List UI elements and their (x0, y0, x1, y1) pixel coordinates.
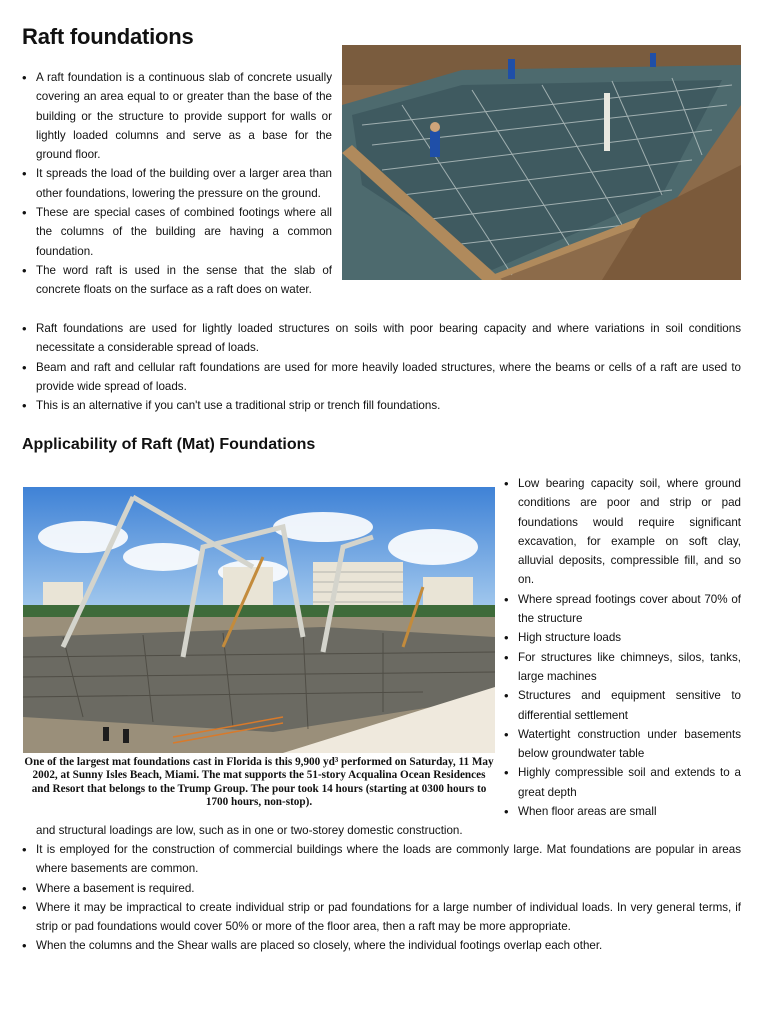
list-item: • Where a basement is required. (22, 879, 741, 898)
list-item: • Where it may be impractical to create individual strip or pad foundations for a large number of individual loads. In very general terms, if strip or pad foundations would cover 50% or more of the floor area, then a raft may be more appropriate. (22, 898, 741, 937)
list-item: • Structures and equipment sensitive to differential settlement (504, 686, 741, 725)
list-continuation: and structural loadings are low, such as in one or two-storey domestic construction. (36, 824, 463, 837)
list-item: • When the columns and the Shear walls are placed so closely, where the individual footings overlap each other. (22, 936, 741, 955)
list-item: • High structure loads (504, 628, 741, 647)
list-item: • These are special cases of combined footings where all the columns of the building are having a common foundation. (22, 203, 332, 261)
applicability-list (504, 474, 741, 821)
raft-usage-list (22, 319, 741, 415)
mat-foundation-photo (23, 487, 495, 753)
list-item: • The word raft is used in the sense that the slab of concrete floats on the surface as a raft does on water. (22, 261, 332, 300)
raft-intro-list (22, 68, 332, 300)
page-title: Raft foundations (22, 24, 194, 49)
raft-foundation-photo (342, 45, 741, 280)
list-item: • Raft foundations are used for lightly loaded structures on soils with poor bearing capacity and where variations in soil conditions necessitate a considerable spread of loads. (22, 319, 741, 358)
applicability-list-continued (22, 840, 741, 956)
list-item: • Highly compressible soil and extends to a great depth (504, 763, 741, 802)
list-item: • It spreads the load of the building over a larger area than other foundations, lowering the pressure on the ground. (22, 164, 332, 203)
photo-caption: One of the largest mat foundations cast in Florida is this 9,900 yd³ performed on Saturday, 11 May 2002, at Sunny Isles Beach, Miami. The mat supports the 51-story Acqualina Ocean Residences and Resort that belongs to the Trump Group. The pour took 14 hours (starting at 0300 hours to 1700 hours, non-stop). (24, 756, 494, 809)
section-heading: Applicability of Raft (Mat) Foundations (22, 436, 316, 453)
list-item: • A raft foundation is a continuous slab of concrete usually covering an area equal to or greater than the base of the building or the structure to provide support for walls or lightly loaded columns and serve as a base for the ground floor. (22, 68, 332, 164)
list-item: • For structures like chimneys, silos, tanks, large machines (504, 648, 741, 687)
list-item: • This is an alternative if you can't use a traditional strip or trench fill foundations. (22, 396, 741, 415)
list-item: • It is employed for the construction of commercial buildings where the loads are commonly large. Mat foundations are popular in areas where basements are common. (22, 840, 741, 879)
list-item: • Beam and raft and cellular raft foundations are used for more heavily loaded structures, where the beams or cells of a raft are used to provide wide spread of loads. (22, 358, 741, 397)
list-item: • Where spread footings cover about 70% of the structure (504, 590, 741, 629)
list-item: • Watertight construction under basements below groundwater table (504, 725, 741, 764)
list-item: • Low bearing capacity soil, where ground conditions are poor and strip or pad foundations would require significant excavation, for example on soft clay, alluvial deposits, compressible fill, and so on. (504, 474, 741, 590)
list-item: • When floor areas are small (504, 802, 741, 821)
